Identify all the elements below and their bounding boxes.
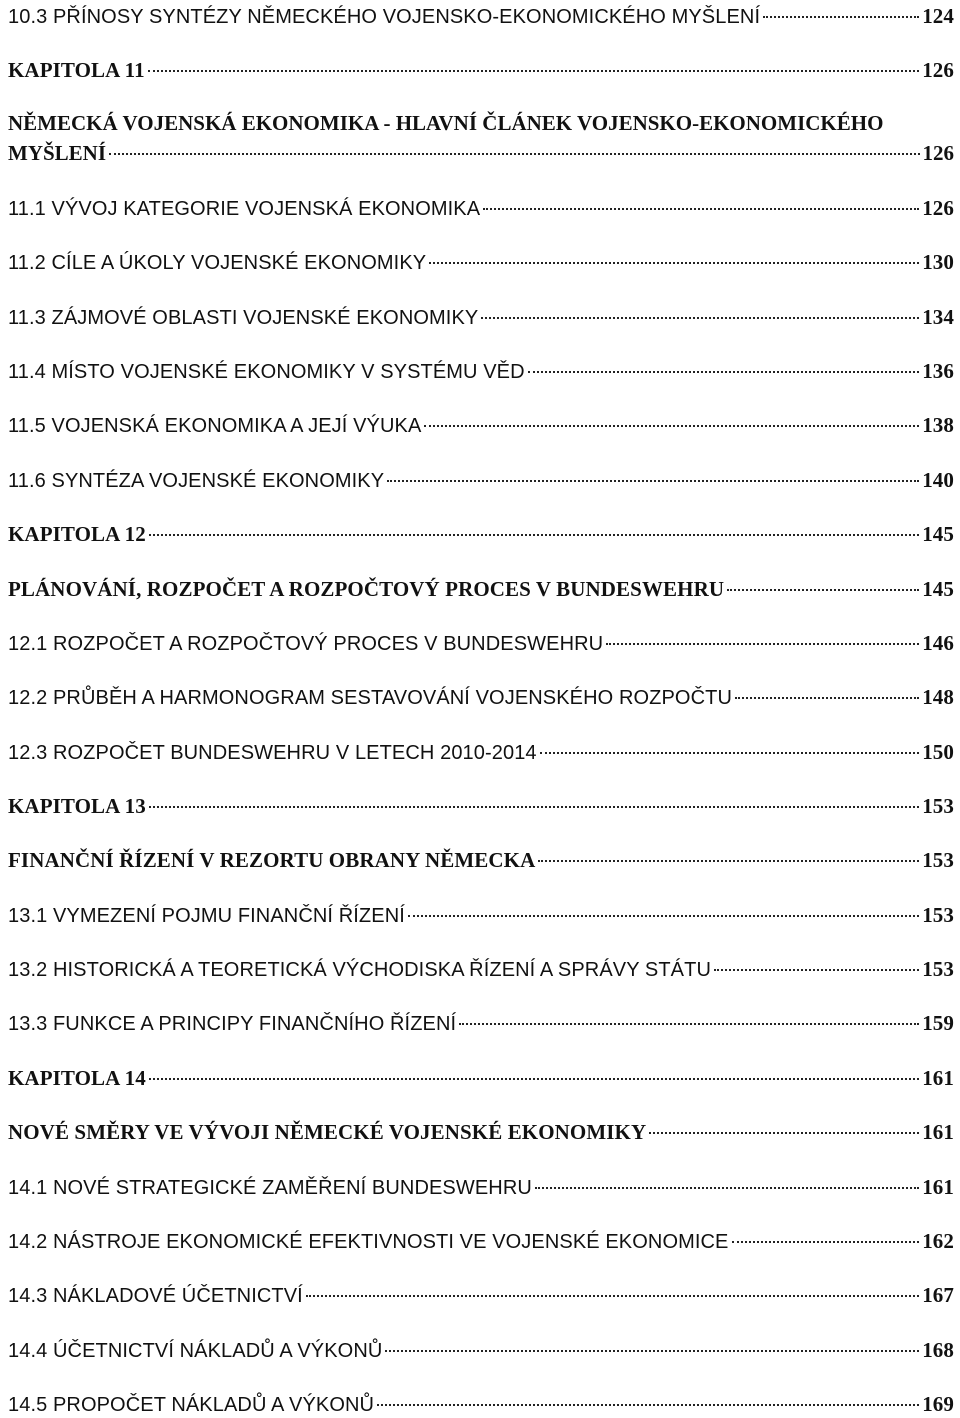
- toc-chapter-entry: [8, 521, 954, 547]
- toc-entry-title: 13.2 HISTORICKÁ A TEORETICKÁ VÝCHODISKA ŘÍZENÍ A SPRÁVY STÁTU: [8, 959, 711, 981]
- toc-entry-page: 126: [922, 141, 954, 165]
- toc-entry-title: 12.2 PRŮBĚH A HARMONOGRAM SESTAVOVÁNÍ VOJENSKÉHO ROZPOČTU: [8, 687, 732, 709]
- toc-entry-page: 134: [922, 305, 954, 329]
- toc-entry-title: KAPITOLA 14: [8, 1066, 146, 1090]
- toc-entry-title-line1: NĚMECKÁ VOJENSKÁ EKONOMIKA - HLAVNÍ ČLÁNEK VOJENSKO-EKONOMICKÉHO: [8, 111, 884, 135]
- dot-leader: [727, 589, 919, 591]
- dot-leader: [540, 752, 920, 754]
- dot-leader: [538, 860, 919, 862]
- toc-entry-page: 153: [922, 794, 954, 818]
- dot-leader: [149, 806, 919, 808]
- toc-entry: [8, 249, 954, 276]
- toc-entry-title: 11.1 VÝVOJ KATEGORIE VOJENSKÁ EKONOMIKA: [8, 198, 481, 220]
- dot-leader: [735, 697, 919, 699]
- toc-entry-title: 13.3 FUNKCE A PRINCIPY FINANČNÍHO ŘÍZENÍ: [8, 1013, 457, 1035]
- toc-entry-title: 11.6 SYNTÉZA VOJENSKÉ EKONOMIKY: [8, 470, 385, 492]
- toc-entry: [8, 1391, 954, 1418]
- toc-entry-page: 126: [922, 196, 954, 220]
- toc-entry-page: 153: [922, 903, 954, 927]
- toc-entry-page: 138: [922, 413, 954, 437]
- toc-entry-title: 14.4 ÚČETNICTVÍ NÁKLADŮ A VÝKONŮ: [8, 1340, 383, 1362]
- toc-entry-page: 169: [922, 1392, 954, 1416]
- toc-entry-title: 11.2 CÍLE A ÚKOLY VOJENSKÉ EKONOMIKY: [8, 252, 427, 274]
- toc-entry-title: KAPITOLA 13: [8, 794, 146, 818]
- toc-entry-page: 153: [922, 848, 954, 872]
- toc-entry-title: 14.1 NOVÉ STRATEGICKÉ ZAMĚŘENÍ BUNDESWEHRU: [8, 1177, 532, 1199]
- toc-chapter-heading-entry: [8, 1119, 954, 1145]
- dot-leader: [385, 1350, 919, 1352]
- toc-entry-title: 12.1 ROZPOČET A ROZPOČTOVÝ PROCES V BUNDESWEHRU: [8, 633, 604, 655]
- toc-entry: [8, 1010, 954, 1037]
- toc-entry: [8, 3, 954, 30]
- dot-leader: [149, 534, 919, 536]
- toc-entry-page: 168: [922, 1338, 954, 1362]
- toc-entry-title: 11.4 MÍSTO VOJENSKÉ EKONOMIKY V SYSTÉMU VĚD: [8, 361, 525, 383]
- toc-entry-title: FINANČNÍ ŘÍZENÍ V REZORTU OBRANY NĚMECKA: [8, 848, 536, 872]
- toc-entry-page: 150: [922, 740, 954, 764]
- dot-leader: [763, 16, 919, 18]
- toc-entry-page: 167: [922, 1283, 954, 1307]
- toc-entry-page: 130: [922, 250, 954, 274]
- toc-entry-title: 12.3 ROZPOČET BUNDESWEHRU V LETECH 2010-2014: [8, 742, 537, 764]
- dot-leader: [148, 70, 920, 72]
- dot-leader: [606, 643, 919, 645]
- toc-entry: [8, 1337, 954, 1364]
- toc-entry: [8, 684, 954, 711]
- toc-entry-page: 159: [922, 1011, 954, 1035]
- dot-leader: [429, 262, 919, 264]
- toc-entry-title: 11.5 VOJENSKÁ EKONOMIKA A JEJÍ VÝUKA: [8, 415, 422, 437]
- toc-entry-page: 153: [922, 957, 954, 981]
- toc-chapter-entry: [8, 1065, 954, 1091]
- toc-entry: [8, 630, 954, 657]
- toc-entry: [8, 902, 954, 929]
- toc-entry: [8, 1228, 954, 1255]
- toc-chapter-entry: [8, 57, 954, 83]
- dot-leader: [649, 1132, 919, 1134]
- dot-leader: [149, 1078, 919, 1080]
- toc-entry-page: 146: [922, 631, 954, 655]
- dot-leader: [528, 371, 920, 373]
- toc-chapter-heading-entry: [8, 576, 954, 602]
- toc-entry-title: KAPITOLA 12: [8, 522, 146, 546]
- toc-entry-page: 161: [922, 1066, 954, 1090]
- dot-leader: [732, 1241, 920, 1243]
- toc-entry: [8, 739, 954, 766]
- dot-leader: [714, 969, 919, 971]
- toc-entry: [8, 358, 954, 385]
- dot-leader: [424, 425, 919, 427]
- toc-entry-page: 145: [922, 577, 954, 601]
- toc-entry-title-line2: MYŠLENÍ: [8, 141, 107, 165]
- dot-leader: [377, 1404, 919, 1406]
- toc-entry-title: NOVÉ SMĚRY VE VÝVOJI NĚMECKÉ VOJENSKÉ EKONOMIKY: [8, 1120, 647, 1144]
- toc-entry: [8, 304, 954, 331]
- toc-entry-page: 145: [922, 522, 954, 546]
- toc-entry: [8, 467, 954, 494]
- toc-entry-page: 148: [922, 685, 954, 709]
- toc-entry-page: 162: [922, 1229, 954, 1253]
- toc-chapter-entry: [8, 793, 954, 819]
- dot-leader: [306, 1295, 919, 1297]
- toc-entry-title: 11.3 ZÁJMOVÉ OBLASTI VOJENSKÉ EKONOMIKY: [8, 307, 479, 329]
- toc-chapter-heading-entry: [8, 108, 954, 168]
- toc-entry: [8, 1174, 954, 1201]
- toc-entry-page: 124: [922, 4, 954, 28]
- toc-entry: [8, 195, 954, 222]
- toc-entry-page: 161: [922, 1120, 954, 1144]
- dot-leader: [483, 208, 919, 210]
- toc-entry: [8, 412, 954, 439]
- toc-entry-title: 14.3 NÁKLADOVÉ ÚČETNICTVÍ: [8, 1285, 303, 1307]
- toc-entry-page: 140: [922, 468, 954, 492]
- dot-leader: [109, 153, 919, 155]
- toc-entry-title: 13.1 VYMEZENÍ POJMU FINANČNÍ ŘÍZENÍ: [8, 905, 405, 927]
- toc-chapter-heading-entry: [8, 847, 954, 873]
- toc-entry: [8, 956, 954, 983]
- toc-entry-page: 126: [922, 58, 954, 82]
- dot-leader: [481, 317, 919, 319]
- dot-leader: [535, 1187, 919, 1189]
- toc-entry-title: 14.2 NÁSTROJE EKONOMICKÉ EFEKTIVNOSTI VE VOJENSKÉ EKONOMICE: [8, 1231, 729, 1253]
- toc-entry-page: 136: [922, 359, 954, 383]
- toc-entry-title: 14.5 PROPOČET NÁKLADŮ A VÝKONŮ: [8, 1394, 375, 1416]
- toc-entry-title: 10.3 PŘÍNOSY SYNTÉZY NĚMECKÉHO VOJENSKO-EKONOMICKÉHO MYŠLENÍ: [8, 6, 761, 28]
- toc-entry-title: PLÁNOVÁNÍ, ROZPOČET A ROZPOČTOVÝ PROCES V BUNDESWEHRU: [8, 577, 725, 601]
- toc-entry: [8, 1282, 954, 1309]
- toc-entry-title: KAPITOLA 11: [8, 58, 145, 82]
- dot-leader: [408, 915, 919, 917]
- toc-entry-page: 161: [922, 1175, 954, 1199]
- dot-leader: [459, 1023, 919, 1025]
- dot-leader: [387, 480, 919, 482]
